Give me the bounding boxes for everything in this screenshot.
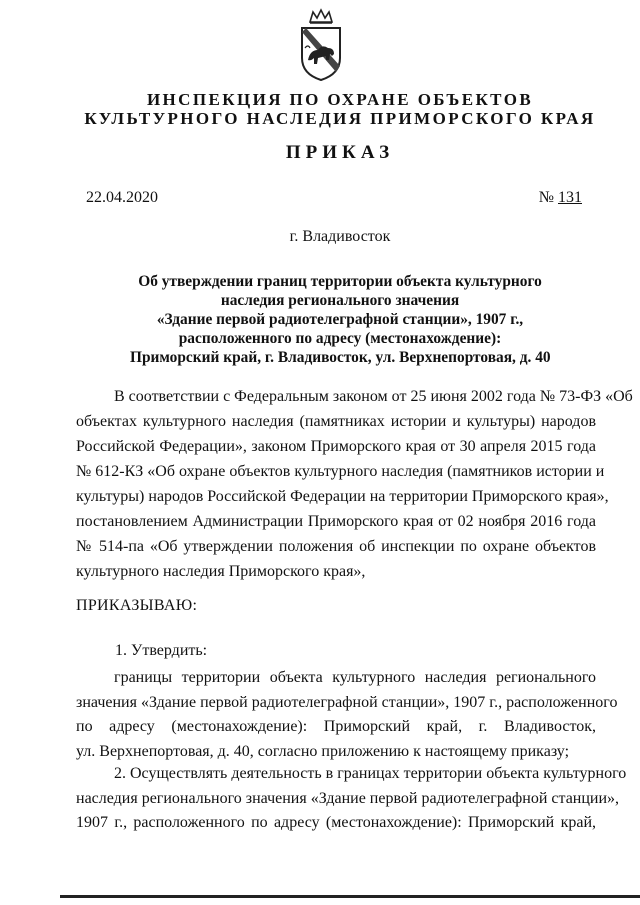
subject-line: Об утверждении границ территории объекта культурного: [138, 273, 542, 290]
preamble-paragraph: [76, 384, 633, 584]
item2-line: наследия регионального значения «Здание первой радиотелеграфной станции»,: [76, 789, 620, 807]
document-subject: [130, 272, 550, 367]
item1-line: по адресу (местонахождение): Приморский край, г. Владивосток,: [76, 718, 596, 735]
order-word: ПРИКАЗЫВАЮ:: [76, 597, 198, 614]
document-city: г. Владивосток: [289, 228, 391, 245]
preamble-line: Российской Федерации», законом Приморского края от 30 апреля 2015 года: [76, 438, 596, 455]
item2-line: 2. Осуществлять деятельность в границах территории объекта культурного: [114, 765, 627, 782]
document-number: [539, 189, 582, 207]
preamble-line: постановлением Администрации Приморского края от 02 ноября 2016 года: [76, 513, 596, 530]
preamble-line: культурного наследия Приморского края»,: [76, 563, 366, 580]
item1-line: границы территории объекта культурного наследия регионального: [114, 669, 596, 686]
preamble-line: № 612-КЗ «Об охране объектов культурного наследия (памятников истории и: [76, 463, 605, 480]
preamble-line: № 514-па «Об утверждении положения об инспекции по охране объектов: [76, 538, 596, 555]
organization-name-line1: ИНСПЕКЦИЯ ПО ОХРАНЕ ОБЪЕКТОВ: [146, 90, 534, 109]
item1-line: значения «Здание первой радиотелеграфной станции», 1907 г., расположенного: [76, 693, 618, 711]
item2-paragraph: [76, 762, 627, 836]
organization-name-line2: КУЛЬТУРНОГО НАСЛЕДИЯ ПРИМОРСКОГО КРАЯ: [84, 109, 596, 128]
item1-title: 1. Утвердить:: [115, 642, 208, 659]
item2-line: 1907 г., расположенного по адресу (местонахождение): Приморский край,: [76, 814, 596, 831]
number-prefix: №: [538, 189, 554, 206]
document-date: 22.04.2020: [86, 189, 158, 206]
subject-line: Приморский край, г. Владивосток, ул. Верхнепортовая, д. 40: [130, 349, 551, 366]
preamble-line: культуры) народов Российской Федерации на территории Приморского края»,: [76, 488, 609, 505]
item1-paragraph: [76, 666, 618, 764]
preamble-line: В соответствии с Федеральным законом от 25 июня 2002 года № 73-ФЗ «Об: [114, 388, 633, 405]
subject-line: наследия регионального значения: [220, 292, 460, 309]
subject-line: «Здание первой радиотелеграфной станции», 1907 г.,: [156, 311, 524, 328]
item1-line: ул. Верхнепортовая, д. 40, согласно приложению к настоящему приказу;: [76, 742, 570, 760]
coat-of-arms-icon: [296, 8, 346, 82]
preamble-line: объектах культурного наследия (памятниках истории и культуры) народов: [76, 413, 596, 430]
subject-line: расположенного по адресу (местонахождение):: [178, 330, 502, 347]
document-type: ПРИКАЗ: [285, 142, 395, 163]
number-value: 131: [558, 189, 582, 206]
page-bottom-edge: [60, 895, 640, 898]
